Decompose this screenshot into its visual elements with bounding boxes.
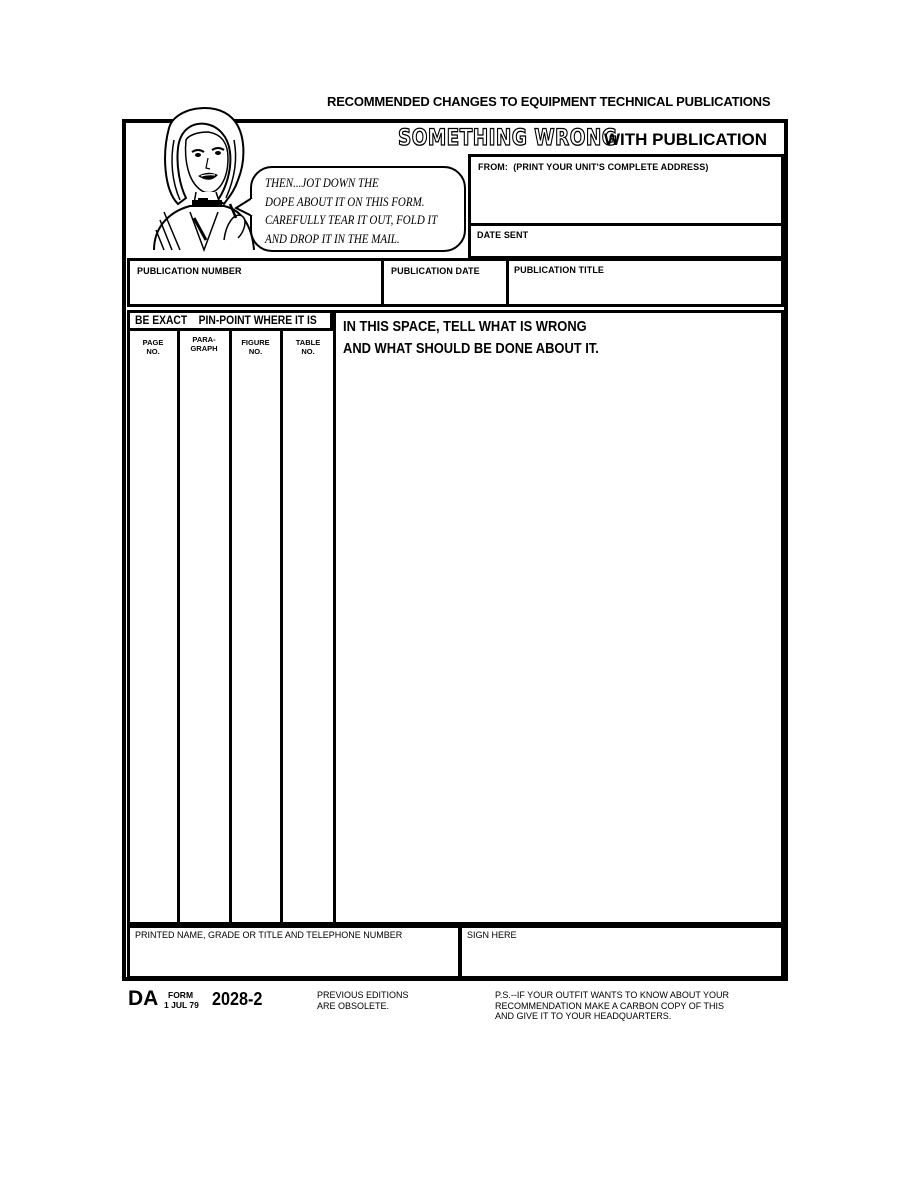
paragraph-column-header: PARA- GRAPH	[190, 335, 218, 353]
previous-editions-note: PREVIOUS EDITIONS ARE OBSOLETE.	[317, 990, 409, 1011]
comments-line-1: IN THIS SPACE, TELL WHAT IS WRONG	[343, 318, 587, 335]
bubble-line-2: DOPE ABOUT IT ON THIS FORM.	[265, 194, 425, 209]
form-date: 1 JUL 79	[164, 1000, 199, 1010]
something-wrong-banner: SOMETHING WRONG	[398, 126, 618, 151]
bubble-line-3: CAREFULLY TEAR IT OUT, FOLD IT	[265, 213, 438, 227]
table-no-column-header: TABLE NO.	[295, 338, 321, 356]
pinpoint-heading: BE EXACT PIN-POINT WHERE IT IS	[135, 313, 317, 327]
speech-bubble-tail	[234, 196, 254, 220]
woman-illustration	[134, 100, 264, 260]
printed-name-label: PRINTED NAME, GRADE OR TITLE AND TELEPHONE NUMBER	[135, 930, 403, 940]
bubble-line-1: THEN...JOT DOWN THE	[265, 176, 379, 190]
figure-no-column-input[interactable]	[232, 360, 280, 922]
page-no-column-input[interactable]	[130, 360, 177, 922]
page-no-column-header: PAGE NO.	[142, 338, 164, 356]
from-label: FROM: (PRINT YOUR UNIT'S COMPLETE ADDRESS)	[478, 162, 709, 172]
bubble-line-4: AND DROP IT IN THE MAIL.	[265, 231, 400, 246]
comments-instruction	[343, 316, 599, 360]
publication-title-label: PUBLICATION TITLE	[514, 265, 605, 275]
speech-bubble-text	[265, 174, 437, 248]
form-title: RECOMMENDED CHANGES TO EQUIPMENT TECHNICAL PUBLICATIONS	[327, 94, 771, 109]
figure-no-column-header: FIGURE NO.	[241, 338, 270, 356]
ps-note: P.S.--IF YOUR OUTFIT WANTS TO KNOW ABOUT YOUR RECOMMENDATION MAKE A CARBON COPY OF THIS AND GIVE IT TO YOUR HEADQUARTERS.	[495, 990, 730, 1021]
table-no-column-input[interactable]	[283, 360, 333, 922]
form-label: FORM	[168, 990, 194, 1000]
date-sent-label: DATE SENT	[477, 230, 529, 240]
with-publication-banner: WITH PUBLICATION	[604, 130, 768, 149]
publication-number-label: PUBLICATION NUMBER	[137, 266, 242, 276]
publication-date-label: PUBLICATION DATE	[391, 266, 480, 276]
comments-field[interactable]	[333, 310, 784, 925]
sign-here-label: SIGN HERE	[467, 930, 517, 940]
form-da: DA	[128, 987, 159, 1010]
form-number: 2028-2	[212, 989, 263, 1009]
paragraph-column-input[interactable]	[180, 360, 229, 922]
date-sent-field[interactable]	[468, 223, 784, 259]
comments-line-2: AND WHAT SHOULD BE DONE ABOUT IT.	[343, 340, 599, 357]
